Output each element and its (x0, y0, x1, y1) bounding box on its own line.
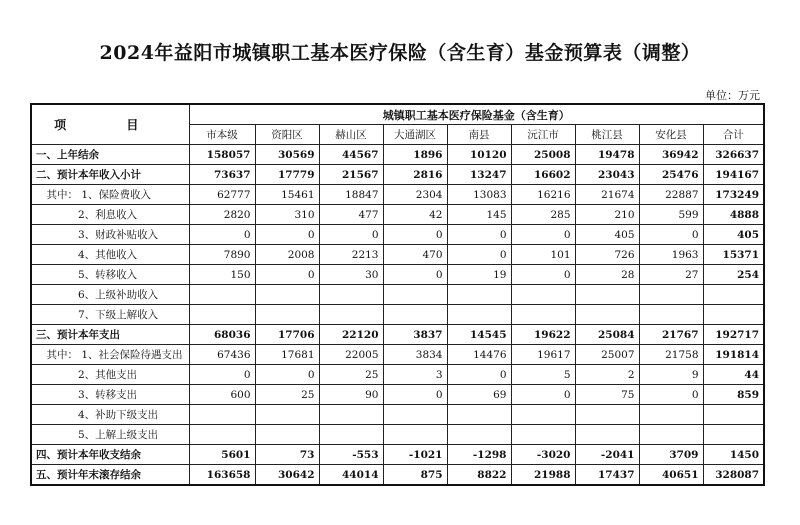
cell-value (319, 305, 383, 325)
cell-value (447, 305, 511, 325)
row-label: 5、转移收入 (31, 265, 189, 285)
row-label: 7、下级上解收入 (31, 305, 189, 325)
cell-value: 73637 (189, 165, 255, 185)
budget-table (30, 103, 765, 486)
cell-value: 5601 (189, 445, 255, 465)
cell-value: 30 (319, 265, 383, 285)
cell-value (575, 285, 639, 305)
cell-value: 101 (511, 245, 575, 265)
cell-value: 28 (575, 265, 639, 285)
cell-value: 599 (639, 205, 703, 225)
cell-value: 73 (255, 445, 319, 465)
table-row (31, 365, 764, 385)
cell-value (189, 405, 255, 425)
row-label: 3、转移支出 (31, 385, 189, 405)
cell-value: 27 (639, 265, 703, 285)
row-label: 其中： 1、社会保险待遇支出 (31, 345, 189, 365)
cell-value: 25084 (575, 325, 639, 345)
cell-value: -2041 (575, 445, 639, 465)
cell-value: 25007 (575, 345, 639, 365)
cell-value: 17437 (575, 465, 639, 486)
row-label: 4、其他收入 (31, 245, 189, 265)
cell-value: 21674 (575, 185, 639, 205)
fund-header: 城镇职工基本医疗保险基金（含生育） (189, 104, 764, 125)
cell-value: 40651 (639, 465, 703, 486)
row-label: 4、补助下级支出 (31, 405, 189, 425)
cell-value: 0 (383, 385, 447, 405)
row-label: 其中： 1、保险费收入 (31, 185, 189, 205)
cell-value: 158057 (189, 145, 255, 165)
cell-value: 0 (255, 265, 319, 285)
cell-value (639, 285, 703, 305)
table-row (31, 205, 764, 225)
cell-value: 3837 (383, 325, 447, 345)
row-label: 二、预计本年收入小计 (31, 165, 189, 185)
cell-value: 191814 (703, 345, 764, 365)
cell-value: 13247 (447, 165, 511, 185)
cell-value: 23043 (575, 165, 639, 185)
cell-value: 0 (189, 225, 255, 245)
row-label: 三、预计本年支出 (31, 325, 189, 345)
table-row (31, 265, 764, 285)
cell-value (383, 305, 447, 325)
cell-value: 68036 (189, 325, 255, 345)
cell-value: 0 (511, 225, 575, 245)
table-row (31, 185, 764, 205)
cell-value: 194167 (703, 165, 764, 185)
cell-value: -1021 (383, 445, 447, 465)
cell-value: 19 (447, 265, 511, 285)
unit-label: 单位：万元 (705, 89, 760, 102)
item-header: 项 目 (31, 104, 189, 145)
row-label: 2、其他支出 (31, 365, 189, 385)
cell-value: 42 (383, 205, 447, 225)
cell-value: 44567 (319, 145, 383, 165)
cell-value (703, 425, 764, 445)
cell-value: 0 (511, 265, 575, 285)
row-label: 五、预计年末滚存结余 (31, 465, 189, 486)
cell-value: 17779 (255, 165, 319, 185)
table-row (31, 285, 764, 305)
cell-value (319, 425, 383, 445)
cell-value: 67436 (189, 345, 255, 365)
cell-value: 22887 (639, 185, 703, 205)
cell-value: 0 (511, 385, 575, 405)
cell-value: 19622 (511, 325, 575, 345)
cell-value: 21567 (319, 165, 383, 185)
cell-value: -3020 (511, 445, 575, 465)
column-header: 市本级 (189, 125, 255, 145)
row-label: 四、预计本年收支结余 (31, 445, 189, 465)
cell-value: 0 (447, 365, 511, 385)
cell-value: 0 (639, 225, 703, 245)
cell-value: 477 (319, 205, 383, 225)
table-row (31, 345, 764, 365)
cell-value: 22120 (319, 325, 383, 345)
table-row (31, 325, 764, 345)
cell-value (639, 405, 703, 425)
cell-value: 310 (255, 205, 319, 225)
cell-value: 4888 (703, 205, 764, 225)
cell-value: -1298 (447, 445, 511, 465)
cell-value (383, 285, 447, 305)
cell-value: 150 (189, 265, 255, 285)
column-header: 合计 (703, 125, 764, 145)
cell-value (383, 425, 447, 445)
cell-value: 1896 (383, 145, 447, 165)
column-header: 沅江市 (511, 125, 575, 145)
cell-value: 62777 (189, 185, 255, 205)
cell-value: 470 (383, 245, 447, 265)
cell-value (703, 285, 764, 305)
cell-value: 0 (383, 225, 447, 245)
column-header: 桃江县 (575, 125, 639, 145)
header-row-fund (31, 104, 764, 125)
table-row (31, 305, 764, 325)
cell-value (511, 425, 575, 445)
cell-value: 405 (575, 225, 639, 245)
cell-value: 285 (511, 205, 575, 225)
row-label: 3、财政补贴收入 (31, 225, 189, 245)
cell-value: 7890 (189, 245, 255, 265)
cell-value: 328087 (703, 465, 764, 486)
cell-value: 3709 (639, 445, 703, 465)
cell-value (575, 405, 639, 425)
cell-value: 1963 (639, 245, 703, 265)
cell-value: 9 (639, 365, 703, 385)
table-row (31, 465, 764, 486)
cell-value: 44014 (319, 465, 383, 486)
cell-value: 2213 (319, 245, 383, 265)
table-row (31, 425, 764, 445)
cell-value: 875 (383, 465, 447, 486)
row-label: 一、上年结余 (31, 145, 189, 165)
column-header: 资阳区 (255, 125, 319, 145)
cell-value (447, 425, 511, 445)
cell-value: 859 (703, 385, 764, 405)
column-header: 南县 (447, 125, 511, 145)
cell-value (511, 305, 575, 325)
cell-value: 2 (575, 365, 639, 385)
cell-value: 1450 (703, 445, 764, 465)
cell-value: 3834 (383, 345, 447, 365)
cell-value: 0 (319, 225, 383, 245)
column-header: 赫山区 (319, 125, 383, 145)
cell-value (703, 405, 764, 425)
cell-value (189, 425, 255, 445)
cell-value: 726 (575, 245, 639, 265)
cell-value: 0 (255, 365, 319, 385)
column-header: 安化县 (639, 125, 703, 145)
cell-value (575, 425, 639, 445)
cell-value: 19617 (511, 345, 575, 365)
cell-value: 69 (447, 385, 511, 405)
cell-value (639, 305, 703, 325)
table-row (31, 405, 764, 425)
table-row (31, 145, 764, 165)
cell-value: 75 (575, 385, 639, 405)
cell-value: 173249 (703, 185, 764, 205)
table-row (31, 385, 764, 405)
cell-value: -553 (319, 445, 383, 465)
cell-value: 25008 (511, 145, 575, 165)
cell-value: 13083 (447, 185, 511, 205)
cell-value: 18847 (319, 185, 383, 205)
table-row (31, 165, 764, 185)
cell-value: 145 (447, 205, 511, 225)
cell-value: 16216 (511, 185, 575, 205)
cell-value: 17706 (255, 325, 319, 345)
cell-value: 8822 (447, 465, 511, 486)
cell-value: 192717 (703, 325, 764, 345)
cell-value (703, 305, 764, 325)
cell-value (639, 425, 703, 445)
cell-value: 2820 (189, 205, 255, 225)
cell-value: 210 (575, 205, 639, 225)
cell-value: 14476 (447, 345, 511, 365)
cell-value (511, 285, 575, 305)
cell-value (255, 425, 319, 445)
cell-value: 36942 (639, 145, 703, 165)
row-label: 2、利息收入 (31, 205, 189, 225)
cell-value: 17681 (255, 345, 319, 365)
table-row (31, 445, 764, 465)
cell-value: 15461 (255, 185, 319, 205)
cell-value: 405 (703, 225, 764, 245)
cell-value: 44 (703, 365, 764, 385)
cell-value: 90 (319, 385, 383, 405)
cell-value: 0 (255, 225, 319, 245)
cell-value: 22005 (319, 345, 383, 365)
column-header: 大通湖区 (383, 125, 447, 145)
cell-value: 14545 (447, 325, 511, 345)
cell-value: 254 (703, 265, 764, 285)
cell-value: 30642 (255, 465, 319, 486)
cell-value: 2008 (255, 245, 319, 265)
table-body (31, 145, 764, 486)
cell-value (447, 285, 511, 305)
cell-value: 326637 (703, 145, 764, 165)
cell-value: 0 (639, 385, 703, 405)
cell-value: 21758 (639, 345, 703, 365)
cell-value (319, 405, 383, 425)
cell-value: 25 (255, 385, 319, 405)
cell-value: 10120 (447, 145, 511, 165)
cell-value (383, 405, 447, 425)
row-label: 5、上解上级支出 (31, 425, 189, 445)
cell-value: 25476 (639, 165, 703, 185)
cell-value: 30569 (255, 145, 319, 165)
cell-value: 25 (319, 365, 383, 385)
cell-value: 21767 (639, 325, 703, 345)
table-row (31, 245, 764, 265)
cell-value (189, 285, 255, 305)
cell-value: 15371 (703, 245, 764, 265)
cell-value: 0 (189, 365, 255, 385)
cell-value: 19478 (575, 145, 639, 165)
cell-value: 163658 (189, 465, 255, 486)
row-label: 6、上级补助收入 (31, 285, 189, 305)
cell-value (189, 305, 255, 325)
cell-value: 2304 (383, 185, 447, 205)
cell-value: 5 (511, 365, 575, 385)
cell-value: 21988 (511, 465, 575, 486)
cell-value (575, 305, 639, 325)
cell-value (255, 405, 319, 425)
cell-value: 600 (189, 385, 255, 405)
cell-value: 3 (383, 365, 447, 385)
cell-value: 2816 (383, 165, 447, 185)
cell-value (447, 405, 511, 425)
document-title: 2024年益阳市城镇职工基本医疗保险（含生育）基金预算表（调整） (99, 42, 701, 64)
cell-value: 0 (447, 245, 511, 265)
cell-value: 16602 (511, 165, 575, 185)
cell-value (319, 285, 383, 305)
cell-value: 0 (447, 225, 511, 245)
cell-value (255, 285, 319, 305)
cell-value (511, 405, 575, 425)
cell-value: 0 (383, 265, 447, 285)
cell-value (255, 305, 319, 325)
table-row (31, 225, 764, 245)
